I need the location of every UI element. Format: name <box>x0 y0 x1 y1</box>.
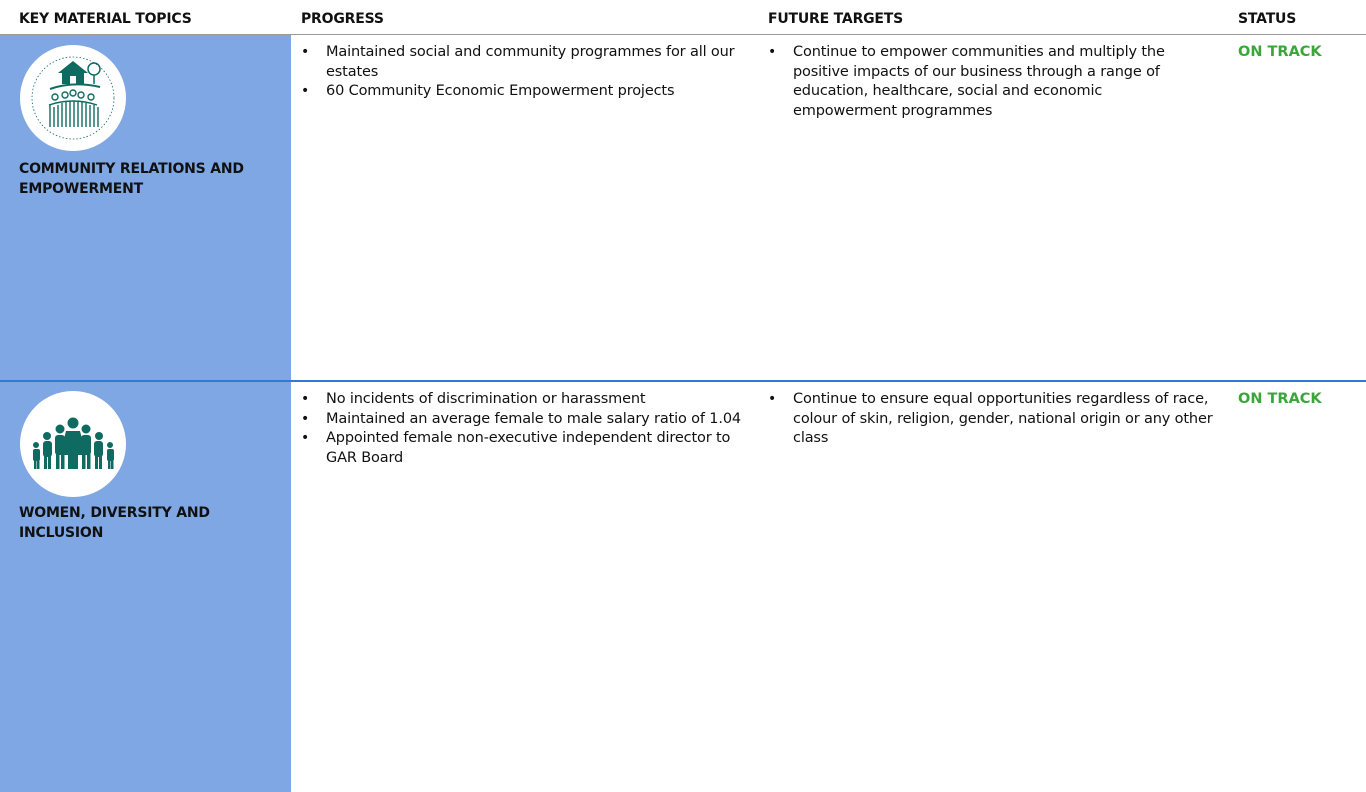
header-key-material-topics: KEY MATERIAL TOPICS <box>19 11 192 27</box>
status-badge: ON TRACK <box>1238 44 1322 60</box>
list-item: • Continue to ensure equal opportunities regardless of race, colour of skin, religion, gender, national origin or any other class <box>768 390 1223 449</box>
header-progress: PROGRESS <box>301 11 384 27</box>
table-row <box>0 382 1366 792</box>
list-item: • Continue to empower communities and multiply the positive impacts of our business through a range of education, healthcare, social and economic empowerment programmes <box>768 43 1188 121</box>
diverse-group-people-icon <box>20 391 126 497</box>
community-house-people-icon <box>20 45 126 151</box>
progress-list <box>301 390 757 468</box>
targets-list <box>768 390 1223 449</box>
topic-label: COMMUNITY RELATIONS AND EMPOWERMENT <box>19 161 244 197</box>
list-item: • 60 Community Economic Empowerment projects <box>301 82 757 102</box>
targets-list <box>768 43 1188 121</box>
table-header <box>0 0 1366 35</box>
header-status: STATUS <box>1238 11 1297 27</box>
list-item: • No incidents of discrimination or harassment <box>301 390 757 410</box>
status-badge: ON TRACK <box>1238 391 1322 407</box>
progress-list <box>301 43 757 102</box>
table-row <box>0 35 1366 380</box>
list-item: • Appointed female non-executive independent director to GAR Board <box>301 429 757 468</box>
list-item: • Maintained social and community programmes for all our estates <box>301 43 757 82</box>
topic-label: WOMEN, DIVERSITY AND INCLUSION <box>19 505 210 541</box>
list-item: • Maintained an average female to male salary ratio of 1.04 <box>301 410 757 430</box>
header-future-targets: FUTURE TARGETS <box>768 11 904 27</box>
topic-cell <box>0 382 291 792</box>
topic-cell <box>0 35 291 380</box>
